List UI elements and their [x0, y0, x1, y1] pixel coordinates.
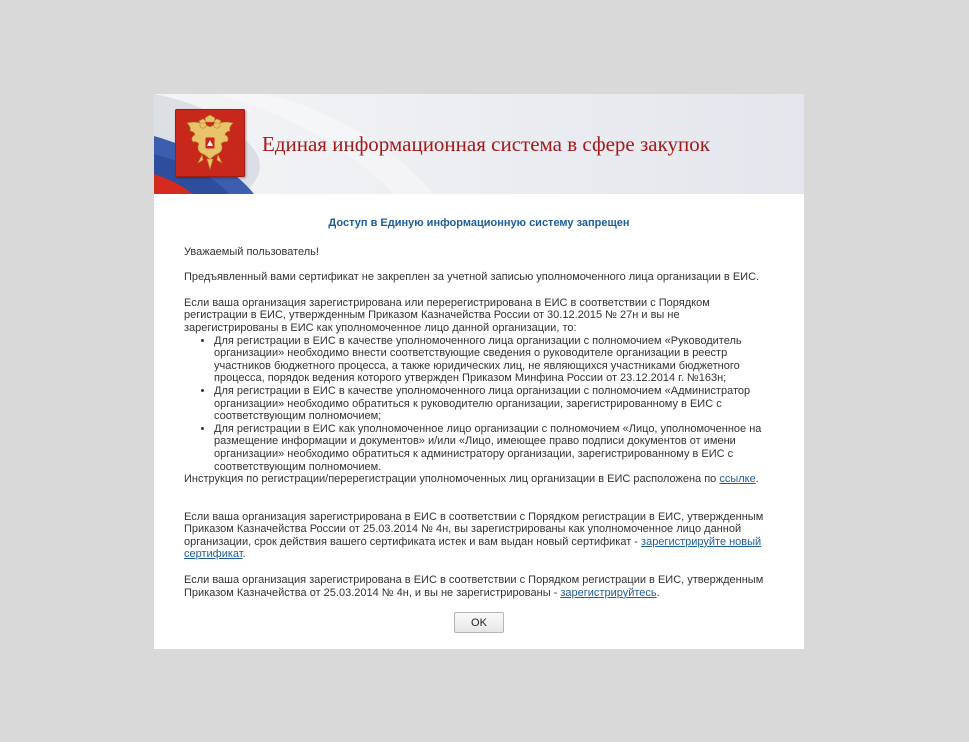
register-new-certificate-link[interactable]: зарегистрируйте новый сертификат — [184, 535, 762, 561]
case3-end: . — [656, 586, 660, 599]
coat-of-arms-icon — [175, 109, 245, 177]
intro-text: Предъявленный вами сертификат не закреплен за учетной записью уполномоченного лица организации в ЕИС. — [184, 271, 760, 284]
page-title: Доступ в Единую информационную систему запрещен — [328, 217, 630, 229]
case3-label: Если ваша организация зарегистрирована в ЕИС в соответствии с Порядком регистрации в ЕИС, утвержденным Приказом Казначейства от 25.03.2014 № 4н, и вы не зарегистрированы - — [184, 574, 764, 599]
ok-button[interactable]: OK — [454, 612, 504, 633]
case3-text — [184, 574, 774, 599]
instruction-link[interactable]: ссылке — [719, 473, 756, 486]
list-item: • Для регистрации в ЕИС как уполномоченное лицо организации с полномочием «Лицо, уполномоченное на размещение информации и документов» и/или «Лицо, имеющее право подписи документов от имени организации» необходимо обратиться к администратору организации, зарегистрированному в ЕИС с соответствующим полномочием. — [214, 423, 774, 473]
requirements-list — [184, 335, 774, 474]
list-item: • Для регистрации в ЕИС в качестве уполномоченного лица организации с полномочием «Администратор организации» необходимо обратиться к руководителю организации, зарегистрированному в ЕИС с соответствующим полномочием; — [214, 385, 774, 423]
button-row — [184, 612, 774, 633]
list-item: • Для регистрации в ЕИС в качестве уполномоченного лица организации с полномочием «Руководитель организации» необходимо внести соответствующие сведения о руководителе организации в реестр участников бюджетного процесса, а также юридических лиц, не являющихся участниками бюджетного процесса, порядок ведения которого утвержден Приказом Минфина России от 23.12.2014 г. №163н; — [214, 335, 774, 385]
instruction-label: Инструкция по регистрации/перерегистрации уполномоченных лиц организации в ЕИС расположена по — [184, 473, 720, 486]
site-title: Единая информационная система в сфере закупок — [262, 132, 710, 156]
case2-text — [184, 511, 774, 561]
case1-text: Если ваша организация зарегистрирована или перерегистрирована в ЕИС в соответствии с Порядком регистрации в ЕИС, утвержденным Приказом Казначейства России от 30.12.2015 № 27н и вы не зарегистрированы в ЕИС как уполномоченное лицо данной организации, то: — [184, 296, 710, 334]
case1-block — [184, 297, 774, 486]
register-link[interactable]: зарегистрируйтесь — [560, 586, 657, 599]
greeting-text: Уважаемый пользователь! — [184, 245, 319, 258]
header-banner — [154, 94, 804, 194]
instruction-text — [184, 473, 774, 486]
access-denied-dialog — [154, 94, 804, 649]
instruction-end: . — [755, 473, 759, 486]
message-body — [154, 194, 804, 633]
case2-end: . — [242, 548, 246, 561]
case2-label: Если ваша организация зарегистрирована в ЕИС в соответствии с Порядком регистрации в ЕИС, утвержденным Приказом Казначейства России от 25.03.2014 № 4н, вы зарегистрированы как уполномоченное лицо данной организации, срок действия вашего сертификата истек и вам выдан новый сертификат - — [184, 510, 764, 548]
